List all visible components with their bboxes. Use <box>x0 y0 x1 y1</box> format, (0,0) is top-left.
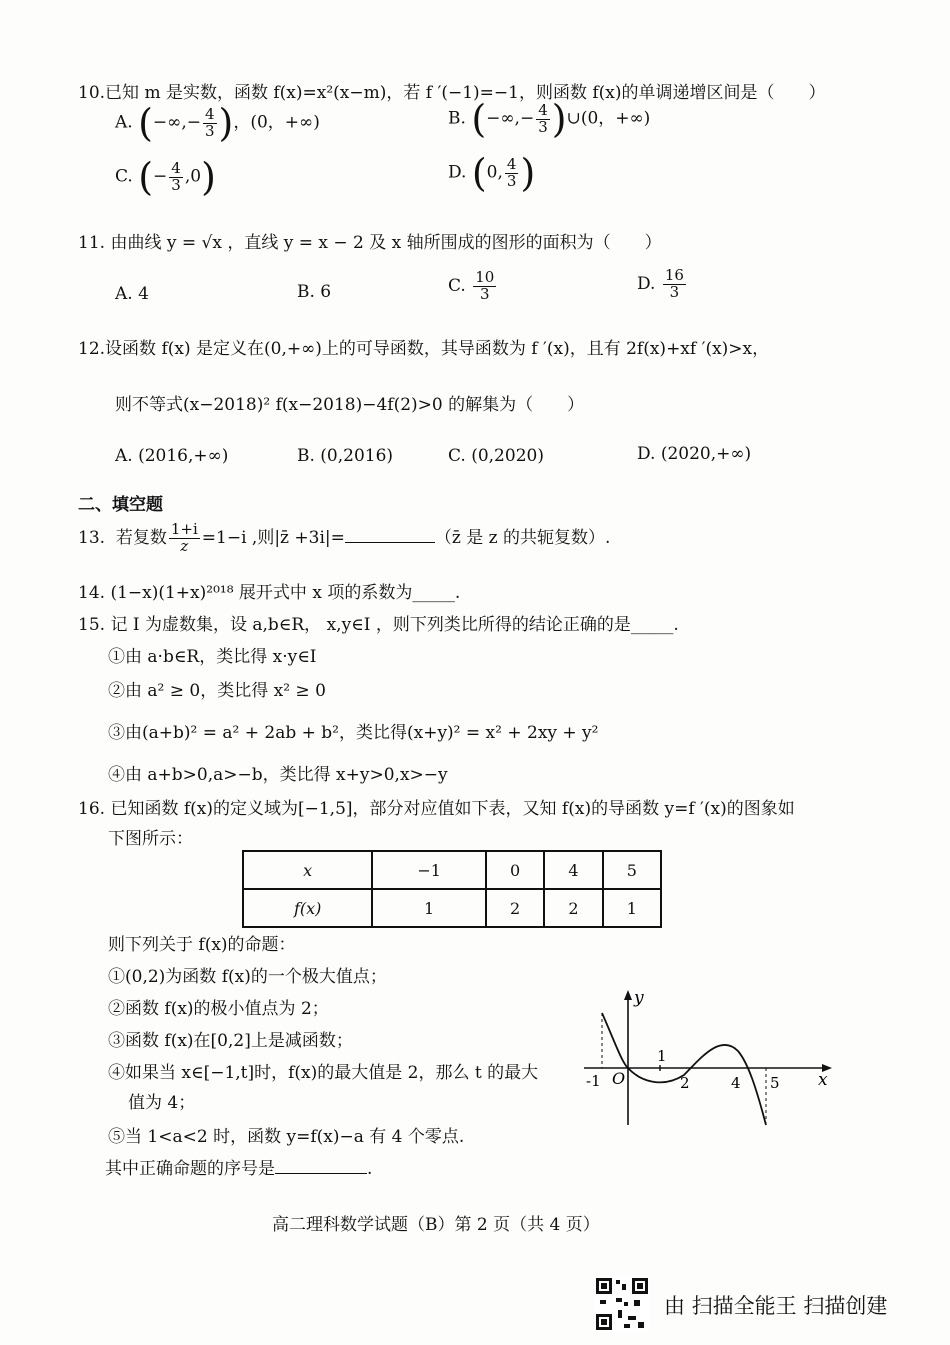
tick-label-5: 5 <box>770 1074 780 1092</box>
q16-lead: 则下列关于 f(x)的命题： <box>108 935 296 955</box>
q16-prop-4: ④如果当 x∈[−1,t]时，f(x)的最大值是 2，那么 t 的最大 <box>108 1063 539 1083</box>
tick-label-2: 2 <box>680 1074 690 1092</box>
q12-option-d: D. (2020,+∞) <box>637 444 752 464</box>
x-axis-label: x <box>818 1070 828 1090</box>
q15-item-2: ②由 a² ≥ 0，类比得 x² ≥ 0 <box>108 681 326 701</box>
q15-stem: 15. 记 I 为虚数集，设 a,b∈R， x,y∈I ，则下列类比所得的结论正确的是_____. <box>78 615 679 635</box>
q11-option-c: C. $\frac{10}{3}$ <box>448 268 495 303</box>
camscanner-watermark: 由 扫描全能王 扫描创建 <box>664 1294 888 1318</box>
q14: 14. (1−x)(1+x)²⁰¹⁸ 展开式中 x 项的系数为_____. <box>78 583 461 603</box>
tick-label-1: 1 <box>657 1047 667 1065</box>
section-title: 二、填空题 <box>78 495 163 515</box>
q10-option-c: C. (− $\frac{4}{3}$ ,0) <box>115 155 216 199</box>
derivative-graph <box>580 985 840 1130</box>
q16-prop-1: ①(0,2)为函数 f(x)的一个极大值点； <box>108 967 387 987</box>
table-cell: 2 <box>544 889 602 927</box>
q16-prop-2: ②函数 f(x)的极小值点为 2； <box>108 999 329 1019</box>
q11-option-d: D. $\frac{16}{3}$ <box>637 266 684 301</box>
q10-stem: 10.已知 m 是实数，函数 f(x)=x²(x−m)，若 f ′(−1)=−1，则函数 f(x)的单调递增区间是（ ） <box>78 83 826 103</box>
derivative-curve <box>602 1013 766 1125</box>
y-axis-arrow-icon <box>624 990 632 1000</box>
q11-option-b: B. 6 <box>297 282 332 302</box>
q12-stem: 12.设函数 f(x) 是定义在(0,+∞)上的可导函数，其导函数为 f ′(x)，且有 2f(x)+xf ′(x)>x， <box>78 339 770 359</box>
table-cell: 1 <box>372 889 486 927</box>
q15-item-4: ④由 a+b>0,a>−b，类比得 x+y>0,x>−y <box>108 765 448 785</box>
table-cell: −1 <box>372 851 486 889</box>
q10-option-d: D. (0, $\frac{4}{3}$ ) <box>448 151 536 195</box>
q16-answer: 其中正确命题的序号是 . <box>105 1159 373 1179</box>
q11-option-a: A. 4 <box>115 284 149 304</box>
table-cell: 1 <box>603 889 661 927</box>
q15-item-1: ①由 a·b∈R，类比得 x·y∈I <box>108 647 317 667</box>
tick-label-4: 4 <box>731 1074 741 1092</box>
q15-item-3: ③由(a+b)² = a² + 2ab + b²，类比得(x+y)² = x² + 2xy + y² <box>108 723 599 743</box>
q12-option-a: A. (2016,+∞) <box>115 446 229 466</box>
table-cell: x <box>243 851 372 889</box>
y-axis-label: y <box>634 988 644 1008</box>
q16-stem-line2: 下图所示： <box>108 829 193 849</box>
page-footer: 高二理科数学试题（B）第 2 页（共 4 页） <box>272 1215 600 1235</box>
q10-option-b: B. (−∞,− $\frac{4}{3}$ )∪(0，+∞) <box>448 97 651 141</box>
q12-stem-line2: 则不等式(x−2018)² f(x−2018)−4f(2)>0 的解集为（ ） <box>115 395 585 415</box>
q16-prop-4-cont: 值为 4； <box>128 1093 196 1113</box>
table-cell: 5 <box>603 851 661 889</box>
q16-prop-5: ⑤当 1<a<2 时，函数 y=f(x)−a 有 4 个零点. <box>108 1127 465 1147</box>
qr-code-icon <box>594 1276 650 1332</box>
value-table <box>242 850 662 928</box>
q16-stem: 16. 已知函数 f(x)的定义域为[−1,5]，部分对应值如下表，又知 f(x)的导函数 y=f ′(x)的图象如 <box>78 799 795 819</box>
q11-stem: 11. 由曲线 y = √x ，直线 y = x − 2 及 x 轴所围成的图形的面积为（ ） <box>78 233 662 253</box>
table-cell: 4 <box>544 851 602 889</box>
table-cell: 2 <box>486 889 544 927</box>
table-row <box>243 851 661 889</box>
q12-option-b: B. (0,2016) <box>297 446 394 466</box>
table-row <box>243 889 661 927</box>
q13: 13. 若复数 $\frac{1+i}{z}$ =1−i ,则|z̄ +3i|= （z̄ 是 z 的共轭复数）. <box>78 520 611 555</box>
q16-prop-3: ③函数 f(x)在[0,2]上是减函数； <box>108 1031 353 1051</box>
tick-label-neg1: -1 <box>586 1072 601 1090</box>
q10-option-a: A. (−∞,− $\frac{4}{3}$ )，(0，+∞) <box>115 101 320 145</box>
origin-label: O <box>612 1069 626 1088</box>
table-cell: f(x) <box>243 889 372 927</box>
q12-option-c: C. (0,2020) <box>448 446 544 466</box>
table-cell: 0 <box>486 851 544 889</box>
